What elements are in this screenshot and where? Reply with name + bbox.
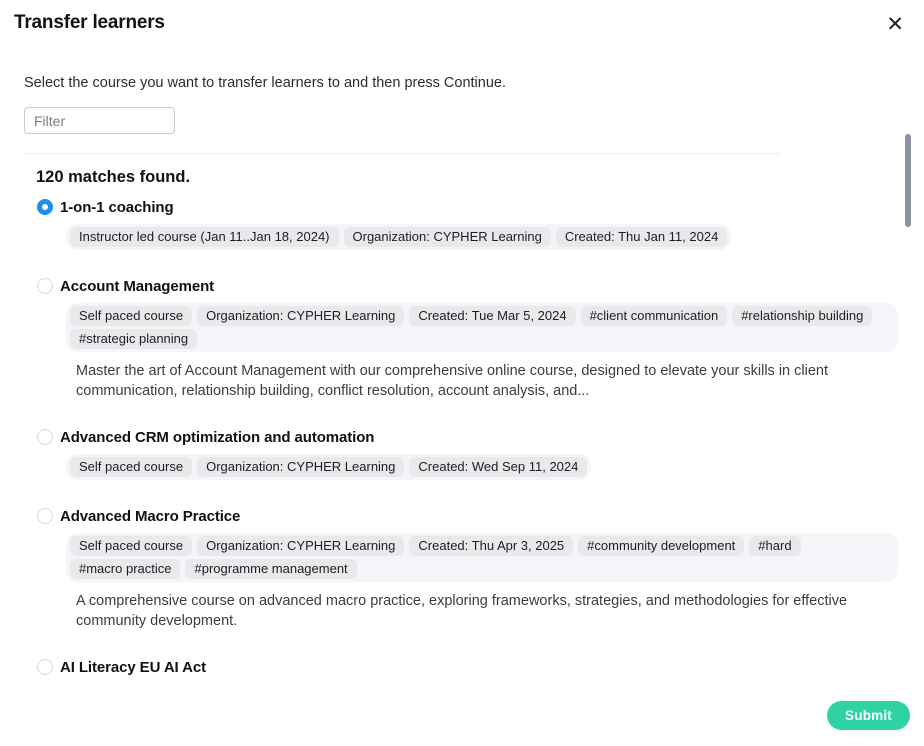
course-badge: #client communication (581, 306, 728, 326)
course-title[interactable]: Advanced CRM optimization and automation (60, 428, 375, 446)
course-badge: Organization: CYPHER Learning (197, 536, 404, 556)
course-head (37, 276, 900, 296)
course-item (24, 427, 900, 480)
course-badge: Self paced course (70, 457, 192, 477)
course-item (24, 506, 900, 631)
modal-description: Select the course you want to transfer learners to and then press Continue. (24, 75, 506, 91)
scrollbar-thumb[interactable] (905, 134, 911, 227)
course-description: A comprehensive course on advanced macro practice, exploring frameworks, strategies, and methodologies for effective community development. (76, 593, 848, 629)
course-badge: Organization: CYPHER Learning (197, 457, 404, 477)
badge-container (66, 224, 731, 250)
course-badge: Instructor led course (Jan 11..Jan 18, 2024) (70, 227, 339, 247)
badge-container (66, 454, 591, 480)
course-badge: #relationship building (732, 306, 872, 326)
course-scroll-area[interactable] (24, 154, 900, 699)
course-head (37, 506, 900, 526)
course-radio[interactable] (37, 278, 53, 294)
modal-footer (0, 684, 924, 746)
modal-body (0, 75, 924, 699)
course-badge: #macro practice (70, 559, 180, 579)
badge-container (66, 303, 898, 352)
course-radio[interactable] (37, 199, 53, 215)
course-badge: Organization: CYPHER Learning (197, 306, 404, 326)
course-badge: #hard (749, 536, 800, 556)
course-badge: #community development (578, 536, 744, 556)
filter-input[interactable] (24, 107, 175, 134)
course-title[interactable]: AI Literacy EU AI Act (60, 658, 206, 676)
course-head (37, 197, 900, 217)
course-badge: Organization: CYPHER Learning (344, 227, 551, 247)
course-item (24, 276, 900, 401)
matches-count: 120 matches found. (36, 168, 191, 186)
course-description: Master the art of Account Management with our comprehensive online course, designed to elevate your skills in client communication, relationship building, conflict resolution, account analysis, and... (76, 363, 828, 399)
course-badge: Created: Thu Apr 3, 2025 (409, 536, 573, 556)
course-badge: Created: Wed Sep 11, 2024 (409, 457, 587, 477)
course-badge: Self paced course (70, 306, 192, 326)
course-item (24, 197, 900, 250)
submit-button[interactable]: Submit (827, 701, 910, 730)
course-badge: Created: Thu Jan 11, 2024 (556, 227, 727, 247)
course-badge: #strategic planning (70, 329, 197, 349)
course-badge: Created: Tue Mar 5, 2024 (409, 306, 575, 326)
course-title[interactable]: 1-on-1 coaching (60, 198, 174, 216)
course-head (37, 657, 900, 677)
modal-title: Transfer learners (14, 12, 165, 33)
course-list (24, 197, 900, 699)
close-icon[interactable]: ✕ (880, 12, 910, 37)
badge-container (66, 533, 898, 582)
course-title[interactable]: Advanced Macro Practice (60, 507, 241, 525)
course-title[interactable]: Account Management (60, 277, 215, 295)
modal-header (0, 0, 924, 37)
course-badge: #programme management (185, 559, 356, 579)
course-radio[interactable] (37, 508, 53, 524)
course-radio[interactable] (37, 429, 53, 445)
course-badge: Self paced course (70, 536, 192, 556)
course-radio[interactable] (37, 659, 53, 675)
course-head (37, 427, 900, 447)
